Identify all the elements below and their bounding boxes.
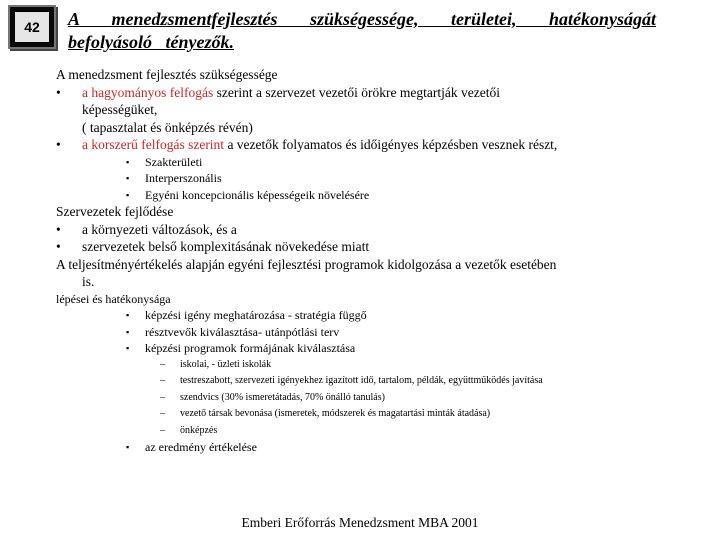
program-form-item: – szendvics (30% ismeretátadás, 70% önálló tanulás): [56, 390, 656, 407]
program-form-item: – testreszabott, szervezeti igényekhez igazított idő, tartalom, példák, együttműködés javítása: [56, 373, 656, 390]
slide-number: 42: [14, 11, 50, 43]
org-item: • a környezeti változások, és a: [56, 221, 656, 239]
modern-view-text: a vezetők folyamatos és időigényes képzésben vesznek részt,: [224, 137, 558, 152]
skill-item: ▪ Interperszonális: [56, 170, 656, 187]
slide-content: [56, 66, 656, 456]
slide-number-badge: [8, 5, 56, 49]
traditional-view-label: a hagyományos felfogás: [82, 84, 214, 100]
step-item: ▪ résztvevők kiválasztása- utánpótlási terv: [56, 324, 656, 341]
skill-item: ▪ Szakterületi: [56, 154, 656, 171]
org-heading: Szervezetek fejlődése: [56, 204, 174, 219]
slide-title: A menedzsmentfejlesztés szükségessége, területei, hatékonyságát befolyásoló tényezők.: [68, 9, 656, 52]
slide-footer: Emberi Erőforrás Menedzsment MBA 2001: [241, 515, 479, 530]
step-item: ▪ képzési programok formájának kiválasztása: [56, 340, 656, 357]
traditional-view-cont-1: képességüket,: [82, 102, 158, 117]
final-step-item: ▪ az eredmény értékelése: [56, 439, 656, 456]
skill-item: ▪ Egyéni koncepcionális képességeik növelésére: [56, 187, 656, 204]
performance-line-cont: is.: [82, 274, 95, 289]
steps-heading: lépései és hatékonysága: [56, 291, 171, 306]
traditional-view-cont-2: ( tapasztalat és önképzés révén): [82, 119, 253, 135]
program-form-item: – iskolai, - üzleti iskolák: [56, 357, 656, 374]
step-item: ▪ képzési igény meghatározása - stratégia függő: [56, 307, 656, 324]
modern-view-item: [56, 136, 656, 154]
program-form-item: – önképzés: [56, 423, 656, 440]
org-item: • szervezetek belső komplexitásának növekedése miatt: [56, 238, 656, 256]
traditional-view-item: [56, 84, 656, 102]
program-form-item: – vezető társak bevonása (ismeretek, módszerek és magatartási minták átadása): [56, 406, 656, 423]
need-heading: A menedzsment fejlesztés szükségessége: [56, 67, 278, 82]
traditional-view-text: szerint a szervezet vezetői örökre megtartják vezetői: [213, 84, 500, 100]
performance-line: A teljesítményértékelés alapján egyéni fejlesztési programok kidolgozása a vezetők esetében: [56, 256, 557, 272]
modern-view-label: a korszerű felfogás szerint: [82, 137, 225, 152]
